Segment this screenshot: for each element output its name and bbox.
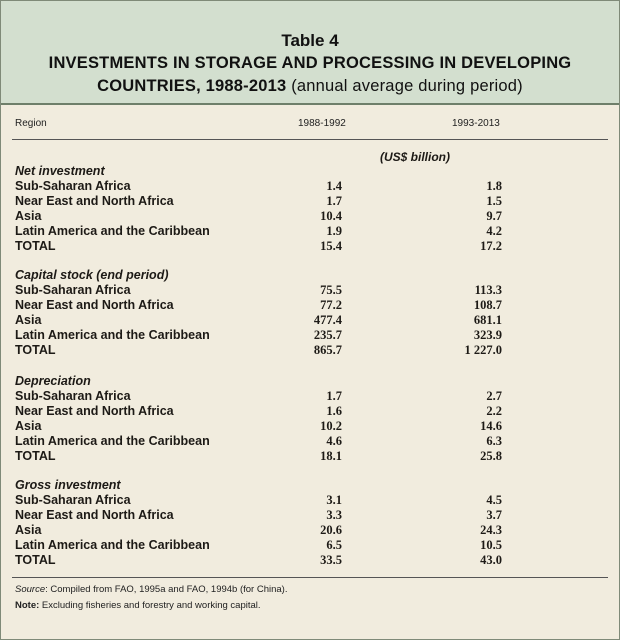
value-1993-2013: 10.5	[480, 538, 502, 552]
value-1988-1992: 1.7	[326, 194, 342, 208]
value-1993-2013: 25.8	[480, 449, 502, 463]
row-label: TOTAL	[15, 449, 56, 463]
value-1993-2013: 2.7	[486, 389, 502, 403]
value-1993-2013: 24.3	[480, 523, 502, 537]
value-1988-1992: 18.1	[320, 449, 342, 463]
value-1993-2013: 323.9	[473, 328, 502, 342]
source-label: Source	[15, 584, 46, 595]
value-1993-2013: 4.2	[486, 224, 502, 238]
table-title-sub: (annual average during period)	[291, 77, 523, 95]
value-1988-1992: 15.4	[320, 239, 342, 253]
row-label: Sub-Saharan Africa	[15, 493, 131, 507]
column-header-period2: 1993-2013	[452, 118, 500, 129]
value-1988-1992: 1.9	[326, 224, 342, 238]
value-1988-1992: 6.5	[326, 538, 342, 552]
row-label: Near East and North Africa	[15, 194, 174, 208]
value-1993-2013: 1.5	[486, 194, 502, 208]
value-1988-1992: 1.6	[326, 404, 342, 418]
row-label: Asia	[15, 523, 42, 537]
value-1988-1992: 77.2	[320, 298, 342, 312]
value-1993-2013: 2.2	[486, 404, 502, 418]
value-1988-1992: 235.7	[313, 328, 342, 342]
value-1993-2013: 108.7	[473, 298, 502, 312]
value-1993-2013: 681.1	[473, 313, 502, 327]
row-label: TOTAL	[15, 343, 56, 357]
table-title-line1: INVESTMENTS IN STORAGE AND PROCESSING IN DEVELOPING	[48, 54, 572, 72]
value-1993-2013: 9.7	[486, 209, 502, 223]
column-header-period1: 1988-1992	[298, 118, 346, 129]
value-1993-2013: 113.3	[474, 283, 502, 297]
value-1988-1992: 20.6	[320, 523, 342, 537]
value-1988-1992: 477.4	[313, 313, 342, 327]
value-1988-1992: 865.7	[313, 343, 342, 357]
value-1988-1992: 10.2	[320, 419, 342, 433]
value-1993-2013: 1.8	[486, 179, 502, 193]
table-number: Table 4	[281, 31, 339, 50]
row-label: Latin America and the Caribbean	[15, 224, 210, 238]
value-1988-1992: 4.6	[326, 434, 342, 448]
row-label: Near East and North Africa	[15, 404, 174, 418]
table-title-main: COUNTRIES, 1988-2013	[97, 77, 287, 95]
note-text: Excluding fisheries and forestry and working capital.	[39, 600, 261, 611]
row-label: Asia	[15, 209, 42, 223]
value-1988-1992: 75.5	[320, 283, 342, 297]
unit-label: (US$ billion)	[380, 150, 450, 164]
section-title: Net investment	[15, 164, 105, 178]
row-label: Asia	[15, 419, 42, 433]
section-title: Gross investment	[15, 478, 121, 492]
source-text: : Compiled from FAO, 1995a and FAO, 1994b (for China).	[45, 584, 288, 595]
note-label: Note:	[15, 600, 40, 611]
row-label: Latin America and the Caribbean	[15, 434, 210, 448]
value-1993-2013: 43.0	[480, 553, 502, 567]
value-1993-2013: 3.7	[486, 508, 502, 522]
row-label: Sub-Saharan Africa	[15, 283, 131, 297]
value-1993-2013: 4.5	[486, 493, 502, 507]
value-1988-1992: 10.4	[320, 209, 342, 223]
row-label: Latin America and the Caribbean	[15, 538, 210, 552]
row-label: TOTAL	[15, 553, 56, 567]
section-title: Depreciation	[15, 374, 91, 388]
row-label: Asia	[15, 313, 42, 327]
value-1988-1992: 1.7	[326, 389, 342, 403]
row-label: Near East and North Africa	[15, 298, 174, 312]
value-1988-1992: 1.4	[326, 179, 342, 193]
value-1988-1992: 33.5	[320, 553, 342, 567]
value-1993-2013: 14.6	[480, 419, 502, 433]
value-1993-2013: 17.2	[480, 239, 502, 253]
value-1993-2013: 1 227.0	[464, 343, 502, 357]
row-label: Latin America and the Caribbean	[15, 328, 210, 342]
value-1993-2013: 6.3	[486, 434, 502, 448]
row-label: Near East and North Africa	[15, 508, 174, 522]
row-label: TOTAL	[15, 239, 56, 253]
row-label: Sub-Saharan Africa	[15, 389, 131, 403]
row-label: Sub-Saharan Africa	[15, 179, 131, 193]
value-1988-1992: 3.3	[326, 508, 342, 522]
value-1988-1992: 3.1	[326, 493, 342, 507]
section-title: Capital stock (end period)	[15, 268, 169, 282]
column-header-region: Region	[15, 118, 47, 129]
